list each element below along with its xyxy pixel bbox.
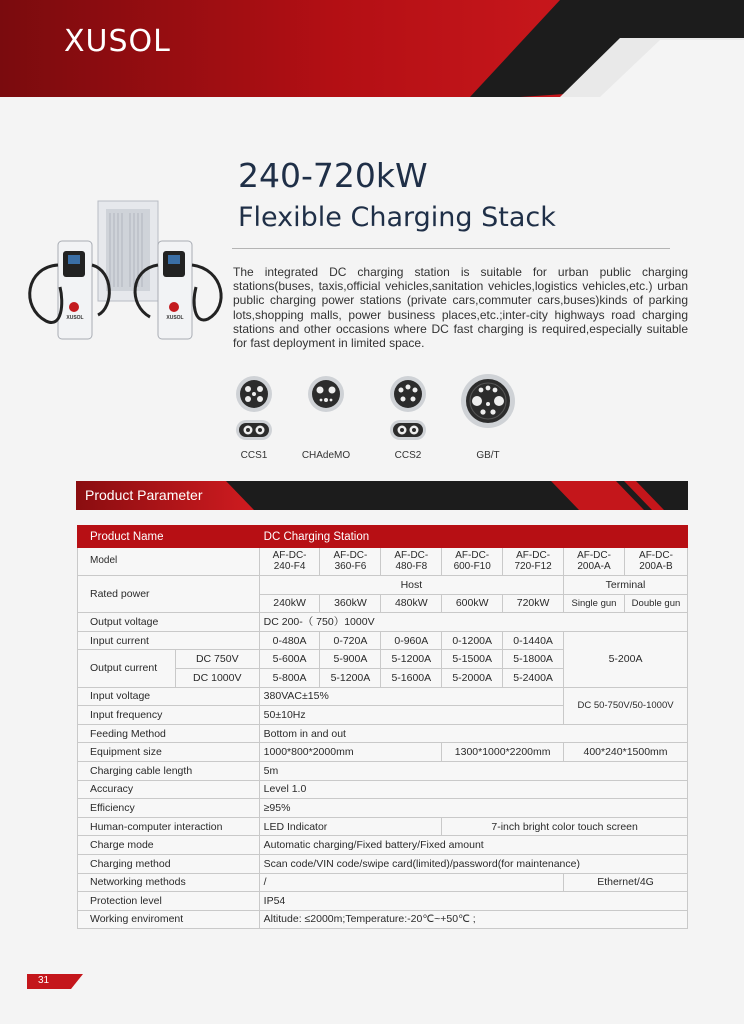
power-cell: 480kW — [381, 594, 442, 613]
table-row-model — [78, 548, 688, 576]
title-divider — [232, 248, 670, 249]
sub-label: DC 750V — [175, 650, 259, 669]
ccs1-plug-icon — [214, 372, 294, 447]
product-parameter-table — [77, 525, 688, 929]
connector-label: CCS1 — [240, 450, 268, 461]
value-cell: 0-960A — [381, 631, 442, 650]
power-cell: 240kW — [259, 594, 320, 613]
row-value: 1300*1000*2200mm — [442, 743, 564, 762]
model-cell: AF-DC-600-F10 — [442, 548, 503, 576]
row-value: 400*240*1500mm — [564, 743, 688, 762]
terminal-current: 5-200A — [564, 631, 688, 687]
power-cell: 720kW — [503, 594, 564, 613]
row-label: Input frequency — [78, 706, 260, 725]
model-cell: AF-DC-200A-B — [624, 548, 687, 576]
row-label: Working enviroment — [78, 910, 260, 929]
value-cell: 5-2400A — [503, 668, 564, 687]
row-label: Output voltage — [78, 613, 260, 632]
row-value: Altitude: ≤2000m;Temperature:-20℃~+50℃ ; — [259, 910, 687, 929]
row-value: 7-inch bright color touch screen — [442, 817, 688, 836]
row-label: Accuracy — [78, 780, 260, 799]
table-header-row — [78, 526, 688, 548]
connector-chademo — [286, 372, 366, 461]
row-label: Equipment size — [78, 743, 260, 762]
header-value: DC Charging Station — [259, 526, 687, 548]
product-title-power: 240-720kW — [238, 156, 428, 195]
connector-ccs1 — [214, 372, 294, 461]
power-cell: Single gun — [564, 594, 625, 613]
charger-stack-illustration — [18, 195, 233, 345]
row-label: Charging cable length — [78, 761, 260, 780]
value-cell: 5-1200A — [320, 668, 381, 687]
row-label: Human-computer interaction — [78, 817, 260, 836]
charger-logo-right: XUSOL — [166, 315, 184, 321]
value-cell: 5-800A — [259, 668, 320, 687]
table-row-hci — [78, 817, 688, 836]
row-label: Input current — [78, 631, 260, 650]
table-row-charge-mode — [78, 836, 688, 855]
power-cell: 360kW — [320, 594, 381, 613]
row-label: Input voltage — [78, 687, 260, 706]
product-description: The integrated DC charging station is suitable for urban public charging stations(buses, taxis,official vehicles,sanitation vehicles,logistics vehicles,etc.) urban public charging power stations (private cars,commuter cars,buses)kinds of parking lots,shopping malls, power business places,etc.;inter-city highways road charging stations and other occasions where DC fast charging is required,especially suitable for fast deployment in limited space. — [233, 265, 688, 351]
page-number-shape — [27, 974, 83, 989]
table-row-output-voltage — [78, 613, 688, 632]
row-value: Ethernet/4G — [564, 873, 688, 892]
row-value: 5m — [259, 761, 687, 780]
row-value: Bottom in and out — [259, 724, 687, 743]
row-value: DC 200-（ 750）1000V — [259, 613, 687, 632]
table-row-rated-power-groups — [78, 576, 688, 595]
row-label: Networking methods — [78, 873, 260, 892]
model-cell: AF-DC-480-F8 — [381, 548, 442, 576]
value-cell: 5-900A — [320, 650, 381, 669]
row-value: ≥95% — [259, 799, 687, 818]
section-title: Product Parameter — [85, 487, 203, 503]
model-cell: AF-DC-200A-A — [564, 548, 625, 576]
row-value: IP54 — [259, 892, 687, 911]
value-cell: 0-480A — [259, 631, 320, 650]
connector-label: GB/T — [476, 450, 500, 461]
row-label: Feeding Method — [78, 724, 260, 743]
row-label: Model — [78, 548, 260, 576]
power-cell: Double gun — [624, 594, 687, 613]
product-title-name: Flexible Charging Stack — [238, 202, 556, 233]
connector-label: CCS2 — [394, 450, 422, 461]
group-terminal: Terminal — [564, 576, 688, 595]
value-cell: 5-1800A — [503, 650, 564, 669]
page-number-tab — [27, 974, 83, 989]
chademo-plug-icon — [286, 372, 366, 447]
value-cell: 0-1440A — [503, 631, 564, 650]
table-row-input-current — [78, 631, 688, 650]
row-label: Charging method — [78, 854, 260, 873]
page-number: 31 — [38, 975, 50, 986]
table-row-efficiency — [78, 799, 688, 818]
row-value: Automatic charging/Fixed battery/Fixed amount — [259, 836, 687, 855]
row-value: Scan code/VIN code/swipe card(limited)/password(for maintenance) — [259, 854, 687, 873]
table-row-networking — [78, 873, 688, 892]
gbt-plug-icon — [448, 372, 528, 447]
model-cell: AF-DC-240-F4 — [259, 548, 320, 576]
charger-logo-left: XUSOL — [66, 315, 84, 321]
model-cell: AF-DC-720-F12 — [503, 548, 564, 576]
header-banner — [0, 0, 744, 97]
table-row-input-voltage — [78, 687, 688, 706]
table-row-cable-length — [78, 761, 688, 780]
row-label: Charge mode — [78, 836, 260, 855]
connector-gbt — [448, 372, 528, 461]
row-label: Efficiency — [78, 799, 260, 818]
value-cell: 5-1200A — [381, 650, 442, 669]
table-row-accuracy — [78, 780, 688, 799]
model-cell: AF-DC-360-F6 — [320, 548, 381, 576]
terminal-voltage: DC 50-750V/50-1000V — [564, 687, 688, 724]
brand-logo: XUSOL — [64, 24, 171, 59]
connector-label: CHAdeMO — [301, 450, 351, 461]
value-cell: 0-1200A — [442, 631, 503, 650]
header-label: Product Name — [78, 526, 260, 548]
row-value: 50±10Hz — [259, 706, 563, 725]
ccs2-plug-icon — [368, 372, 448, 447]
table-row-feeding-method — [78, 724, 688, 743]
value-cell: 5-1500A — [442, 650, 503, 669]
value-cell: 5-1600A — [381, 668, 442, 687]
row-label: Rated power — [78, 576, 260, 613]
table-row-charging-method — [78, 854, 688, 873]
value-cell: 5-600A — [259, 650, 320, 669]
row-label: Protection level — [78, 892, 260, 911]
value-cell: 5-2000A — [442, 668, 503, 687]
row-value: / — [259, 873, 563, 892]
table-row-environment — [78, 910, 688, 929]
sub-label: DC 1000V — [175, 668, 259, 687]
row-label: Output current — [78, 650, 176, 687]
row-value: 380VAC±15% — [259, 687, 563, 706]
connector-ccs2 — [368, 372, 448, 461]
row-value: Level 1.0 — [259, 780, 687, 799]
row-value: LED Indicator — [259, 817, 442, 836]
group-host: Host — [259, 576, 563, 595]
row-value: 1000*800*2000mm — [259, 743, 442, 762]
table-row-equipment-size — [78, 743, 688, 762]
power-cell: 600kW — [442, 594, 503, 613]
table-row-protection — [78, 892, 688, 911]
value-cell: 0-720A — [320, 631, 381, 650]
